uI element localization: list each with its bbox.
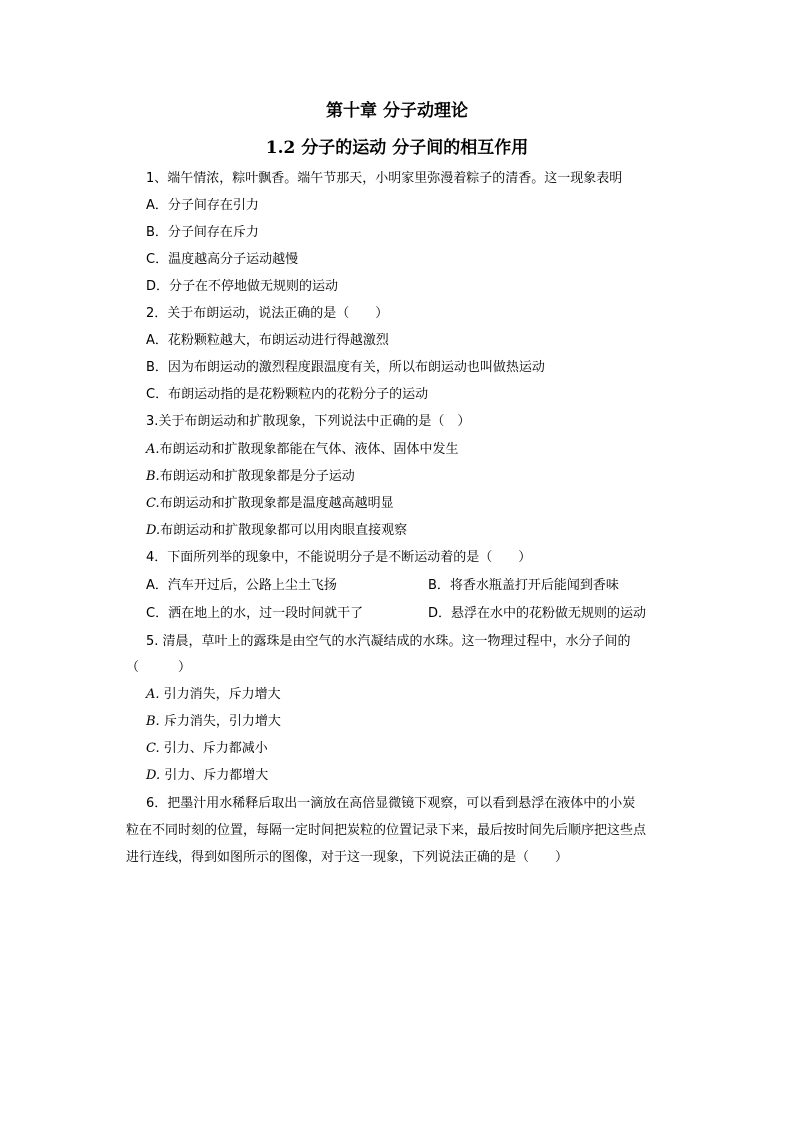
q1-option-d: D．分子在不停地做无规则的运动 [146, 279, 339, 294]
q2-stem: 2．关于布朗运动，说法正确的是（ ） [146, 306, 389, 321]
q5-option-a-letter: A. [146, 687, 160, 702]
q5-option-c-text: 引力、斥力都减小 [163, 741, 268, 756]
q5-option-d-text: 引力、斥力都增大 [164, 768, 269, 783]
q2-option-c: C．布朗运动指的是花粉颗粒内的花粉分子的运动 [146, 387, 429, 402]
q5-option-a [146, 686, 281, 704]
q5-option-b-letter: B. [146, 714, 160, 729]
q5-option-c-letter: C. [146, 741, 160, 756]
q3-option-a-text: 布朗运动和扩散现象都能在气体、液体、固体中发生 [159, 442, 459, 457]
q3-stem: 3.关于布朗运动和扩散现象，下列说法中正确的是（ ） [146, 414, 471, 429]
q3-option-c-letter: C. [146, 496, 160, 511]
q3-option-b-text: 布朗运动和扩散现象都是分子运动 [159, 469, 355, 484]
q5-stem-line2: （ ） [126, 660, 192, 675]
q1-stem: 1、端午情浓，粽叶飘香。端午节那天，小明家里弥漫着粽子的清香。这一现象表明 [146, 171, 623, 186]
q3-option-a-letter: A. [146, 442, 160, 457]
q1-option-b: B．分子间存在斥力 [146, 225, 259, 240]
q4-stem: 4．下面所列举的现象中，不能说明分子是不断运动着的是（ ） [146, 550, 532, 565]
q5-option-d [146, 767, 268, 785]
chapter-title: 第十章 分子动理论 [326, 101, 468, 121]
q5-option-b-text: 斥力消失，引力增大 [163, 714, 281, 729]
q5-stem-line1: 5. 清晨，草叶上的露珠是由空气的水汽凝结成的水珠。这一物理过程中，水分子间的 [146, 634, 631, 649]
q2-option-b: B．因为布朗运动的激烈程度跟温度有关，所以布朗运动也叫做热运动 [146, 360, 545, 375]
q4-option-d: D．悬浮在水中的花粉做无规则的运动 [428, 606, 647, 621]
q4-option-b: B．将香水瓶盖打开后能闻到香味 [428, 578, 619, 593]
q3-option-d-letter: D. [146, 523, 161, 538]
q3-option-b-letter: B. [146, 469, 160, 484]
q1-option-a: A．分子间存在引力 [146, 198, 259, 213]
q3-option-b [146, 468, 355, 486]
q5-option-b [146, 713, 281, 731]
q4-option-a: A．汽车开过后，公路上尘土飞扬 [146, 578, 337, 593]
q6-line2: 粒在不同时刻的位置，每隔一定时间把炭粒的位置记录下来，最后按时间先后顺序把这些点 [126, 823, 647, 838]
q3-option-a [146, 441, 459, 459]
q5-option-a-text: 引力消失，斥力增大 [163, 687, 281, 702]
q3-option-d-text: 布朗运动和扩散现象都可以用肉眼直接观察 [160, 523, 408, 538]
q6-line3: 进行连线，得到如图所示的图像，对于这一现象，下列说法正确的是（ ） [126, 850, 569, 865]
q3-option-d [146, 522, 407, 540]
q3-option-c [146, 495, 394, 513]
q6-line1: 6．把墨汁用水稀释后取出一滴放在高倍显微镜下观察，可以看到悬浮在液体中的小炭 [146, 796, 636, 811]
q1-option-c: C．温度越高分子运动越慢 [146, 252, 299, 267]
section-title: 1.2 分子的运动 分子间的相互作用 [265, 138, 529, 158]
q5-option-d-letter: D. [146, 768, 161, 783]
q5-option-c [146, 740, 268, 758]
q3-option-c-text: 布朗运动和扩散现象都是温度越高越明显 [159, 496, 394, 511]
q4-option-c: C．洒在地上的水，过一段时间就干了 [146, 606, 364, 621]
q2-option-a: A．花粉颗粒越大，布朗运动进行得越激烈 [146, 333, 389, 348]
